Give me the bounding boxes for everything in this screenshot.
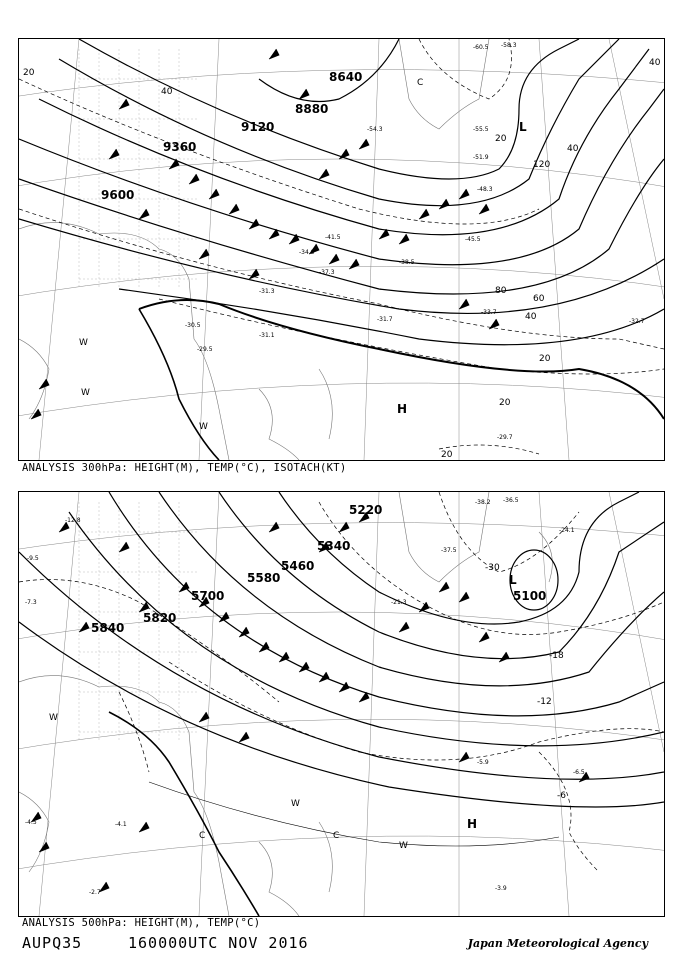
temp-label: -21.3 bbox=[391, 599, 407, 606]
temp-label: -3.9 bbox=[495, 885, 507, 892]
temp-label: -48.3 bbox=[477, 186, 493, 193]
temp-label: -7.3 bbox=[25, 599, 37, 606]
height-label-5840: 5840 bbox=[91, 621, 125, 635]
isotach-label: 40 bbox=[649, 58, 661, 68]
temp-label: -18 bbox=[549, 651, 564, 661]
temp-label: -6 bbox=[557, 791, 566, 801]
height-label-9600: 9600 bbox=[101, 188, 135, 202]
isotach-label: 20 bbox=[441, 450, 453, 460]
chart-code: AUPQ35 bbox=[22, 934, 83, 952]
temp-label: -29.7 bbox=[497, 434, 513, 441]
caption-500hpa: ANALYSIS 500hPa: HEIGHT(M), TEMP(°C) bbox=[22, 917, 261, 929]
temp-label: -36.5 bbox=[503, 497, 519, 504]
isotach-label: 20 bbox=[539, 354, 551, 364]
boundary-line bbox=[139, 309, 219, 460]
warm-center-letter: W bbox=[79, 338, 88, 348]
caption-300hpa: ANALYSIS 300hPa: HEIGHT(M), TEMP(°C), ISOTACH(KT) bbox=[22, 462, 347, 474]
temp-label: -4.1 bbox=[115, 821, 127, 828]
warm-center-letter: W bbox=[199, 422, 208, 432]
low-center-letter: L bbox=[509, 573, 517, 587]
height-label-5220: 5220 bbox=[349, 503, 383, 517]
temp-label: -24.1 bbox=[559, 527, 575, 534]
warm-center-letter: W bbox=[291, 799, 300, 809]
temp-label: -29.5 bbox=[197, 346, 213, 353]
height-label-5340: 5340 bbox=[317, 539, 351, 553]
temp-label: -6.5 bbox=[573, 769, 585, 776]
temp-label: -34.9 bbox=[299, 249, 315, 256]
temp-label: -60.5 bbox=[473, 44, 489, 51]
isotach-label: 20 bbox=[499, 398, 511, 408]
isotach-label: 40 bbox=[525, 312, 537, 322]
isotach-label: 20 bbox=[495, 134, 507, 144]
temp-label: -12.8 bbox=[65, 517, 81, 524]
temp-label: -54.3 bbox=[367, 126, 383, 133]
low-center-letter: L bbox=[519, 120, 527, 134]
map-300hpa bbox=[18, 38, 665, 461]
temp-label: -32.7 bbox=[629, 318, 645, 325]
temp-label: -31.7 bbox=[377, 316, 393, 323]
height-label-5820: 5820 bbox=[143, 611, 177, 625]
graticule bbox=[19, 492, 664, 916]
valid-time: 160000UTC NOV 2016 bbox=[128, 934, 309, 952]
high-center-letter: H bbox=[467, 817, 478, 831]
temp-label: -9.5 bbox=[27, 555, 39, 562]
temp-label: -2.7 bbox=[89, 889, 101, 896]
height-label-8640: 8640 bbox=[329, 70, 363, 84]
temp-label: -31.1 bbox=[259, 332, 275, 339]
map-300hpa-canvas bbox=[19, 39, 664, 460]
temp-label: -31.3 bbox=[259, 288, 275, 295]
temp-label: -58.3 bbox=[501, 42, 517, 49]
temp-label: -55.5 bbox=[473, 126, 489, 133]
isotach-label: 120 bbox=[533, 160, 551, 170]
boundary-line bbox=[109, 712, 259, 916]
isotach-label: 40 bbox=[567, 144, 579, 154]
temp-label: -37.3 bbox=[319, 269, 335, 276]
temp-label: -4.5 bbox=[25, 819, 37, 826]
temp-label: -45.5 bbox=[465, 236, 481, 243]
temp-label: -30.5 bbox=[185, 322, 201, 329]
isotach-label: 20 bbox=[23, 68, 35, 78]
map-500hpa-canvas bbox=[19, 492, 664, 916]
warm-center-letter: W bbox=[81, 388, 90, 398]
warm-center-letter: W bbox=[399, 841, 408, 851]
cold-center-letter: C bbox=[417, 78, 424, 88]
temp-label: -30 bbox=[485, 563, 500, 573]
cold-center-letter: C bbox=[199, 831, 206, 841]
temp-label: -5.9 bbox=[477, 759, 489, 766]
temp-label: -51.9 bbox=[473, 154, 489, 161]
temp-label: -38.2 bbox=[475, 499, 491, 506]
temp-label: -41.5 bbox=[325, 234, 341, 241]
map-500hpa bbox=[18, 491, 665, 917]
isotach-label: 60 bbox=[533, 294, 545, 304]
isotach-label: 40 bbox=[161, 87, 173, 97]
height-label-8880: 8880 bbox=[295, 102, 329, 116]
height-label-5100: 5100 bbox=[513, 589, 547, 603]
agency-name: Japan Meteorological Agency bbox=[467, 937, 648, 950]
warm-center-letter: W bbox=[49, 713, 58, 723]
temp-label: -12 bbox=[537, 697, 552, 707]
isotach-label: 80 bbox=[495, 286, 507, 296]
cold-center-letter: C bbox=[333, 831, 340, 841]
height-label-5580: 5580 bbox=[247, 571, 281, 585]
temp-label: -38.5 bbox=[399, 259, 415, 266]
height-label-9120: 9120 bbox=[241, 120, 275, 134]
temp-label: -33.7 bbox=[481, 309, 497, 316]
height-label-5460: 5460 bbox=[281, 559, 315, 573]
height-label-9360: 9360 bbox=[163, 140, 197, 154]
temp-label: -37.5 bbox=[441, 547, 457, 554]
high-center-letter: H bbox=[397, 402, 408, 416]
height-label-5700: 5700 bbox=[191, 589, 225, 603]
